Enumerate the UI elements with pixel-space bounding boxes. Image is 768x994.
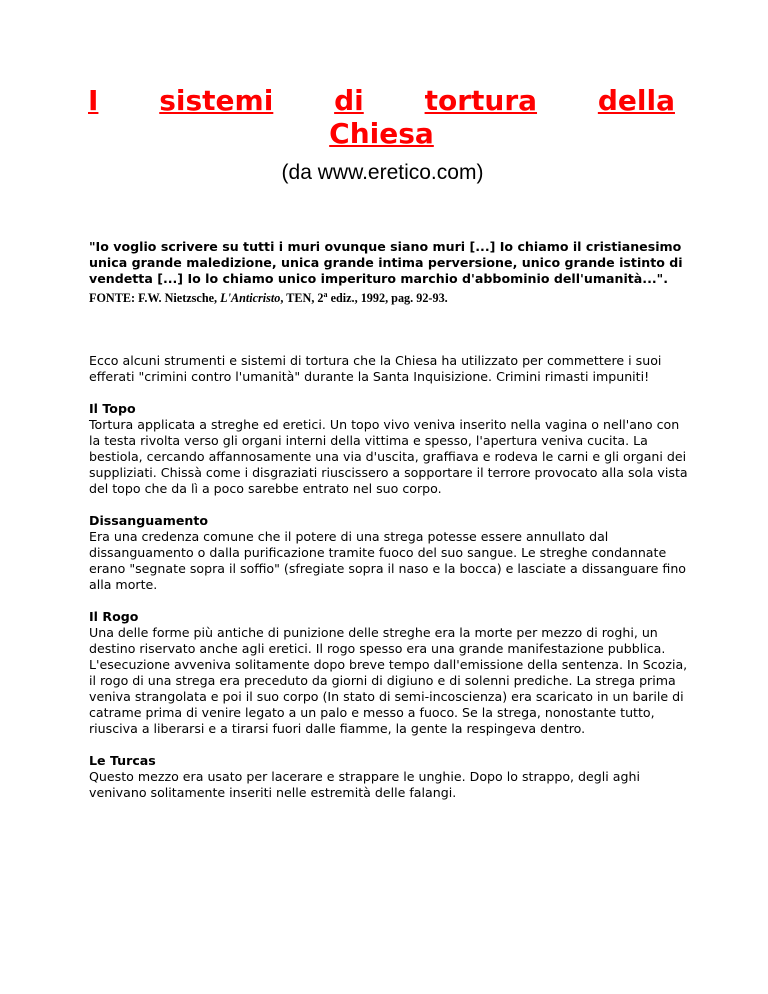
citation-sup: a: [323, 290, 328, 299]
citation-suffix: ediz., 1992, pag. 92-93.: [327, 291, 448, 305]
section-body: Una delle forme più antiche di punizione delle streghe era la morte per mezzo di roghi, un destino riservato anche agli eretici. Il rogo spesso era una grande manifestazione pubblica. L'esecuzione avveniva solitamente dopo breve tempo dall'emissione della sentenza. In Scozia, il rogo di una strega era preceduto da giorni di digiuno e di solenni prediche. La strega prima veniva strangolata e poi il suo corpo (In stato di semi-incoscienza) era scaricato in un barile di catrame prima di venire legato a un palo e messo a fuoco. Se la strega, nonostante tutto, riusciva a liberarsi e a tirarsi fuori dalle fiamme, la gente la respingeva dentro.: [89, 625, 688, 736]
quote-citation: [89, 287, 689, 306]
title-line-2: Chiesa: [329, 117, 434, 150]
citation-mid: , TEN, 2: [280, 291, 324, 305]
section-dissanguamento: [89, 513, 689, 593]
title-word: sistemi: [159, 84, 274, 117]
section-il-topo: [89, 401, 689, 497]
nietzsche-quote: "Io voglio scrivere su tutti i muri ovunque siano muri [...] Io chiamo il cristianesimo unica grande maledizione, unica grande intima perversione, unico grande istinto di vendetta [...] Io lo chiamo unico imperituro marchio d'abbominio dell'umanità...".: [89, 239, 683, 286]
section-heading: Il Topo: [89, 401, 136, 416]
section-il-rogo: [89, 609, 689, 737]
section-body: Tortura applicata a streghe ed eretici. Un topo vivo veniva inserito nella vagina o nell'ano con la testa rivolta verso gli organi interni della vittima e spesso, l'apertura veniva cucita. La bestiola, cercando affannosamente una via d'uscita, graffiava e rodeva le carni e gli organi dei suppliziati. Chissà come i disgraziati riuscissero a sopportare il terrore provocato alla sola vista del topo che da lì a poco sarebbe entrato nel suo corpo.: [89, 417, 688, 496]
intro-paragraph: Ecco alcuni strumenti e sistemi di tortura che la Chiesa ha utilizzato per commettere i suoi efferati "crimini contro l'umanità" durante la Santa Inquisizione. Crimini rimasti impuniti!: [89, 353, 662, 384]
title-line-1: [88, 84, 675, 117]
section-heading: Le Turcas: [89, 753, 156, 768]
document-page: [89, 0, 689, 801]
section-le-turcas: [89, 753, 689, 801]
document-title: [88, 84, 675, 150]
source-note: (da www.eretico.com): [281, 161, 484, 184]
citation-prefix: FONTE: F.W. Nietzsche,: [89, 291, 221, 305]
section-heading: Dissanguamento: [89, 513, 209, 528]
title-word: tortura: [424, 84, 538, 117]
section-heading: Il Rogo: [89, 609, 139, 624]
citation-work: L'Anticristo: [220, 291, 281, 305]
title-word: della: [597, 84, 675, 117]
section-body: Questo mezzo era usato per lacerare e strappare le unghie. Dopo lo strappo, degli aghi venivano solitamente inseriti nelle estremità delle falangi.: [89, 769, 640, 800]
title-word: di: [334, 84, 364, 117]
section-body: Era una credenza comune che il potere di una strega potesse essere annullato dal dissanguamento o dalla purificazione tramite fuoco del suo sangue. Le streghe condannate erano "segnate sopra il soffio" (sfregiate sopra il naso e la bocca) e lasciate a dissanguare fino alla morte.: [89, 529, 687, 592]
title-word: I: [88, 84, 99, 117]
